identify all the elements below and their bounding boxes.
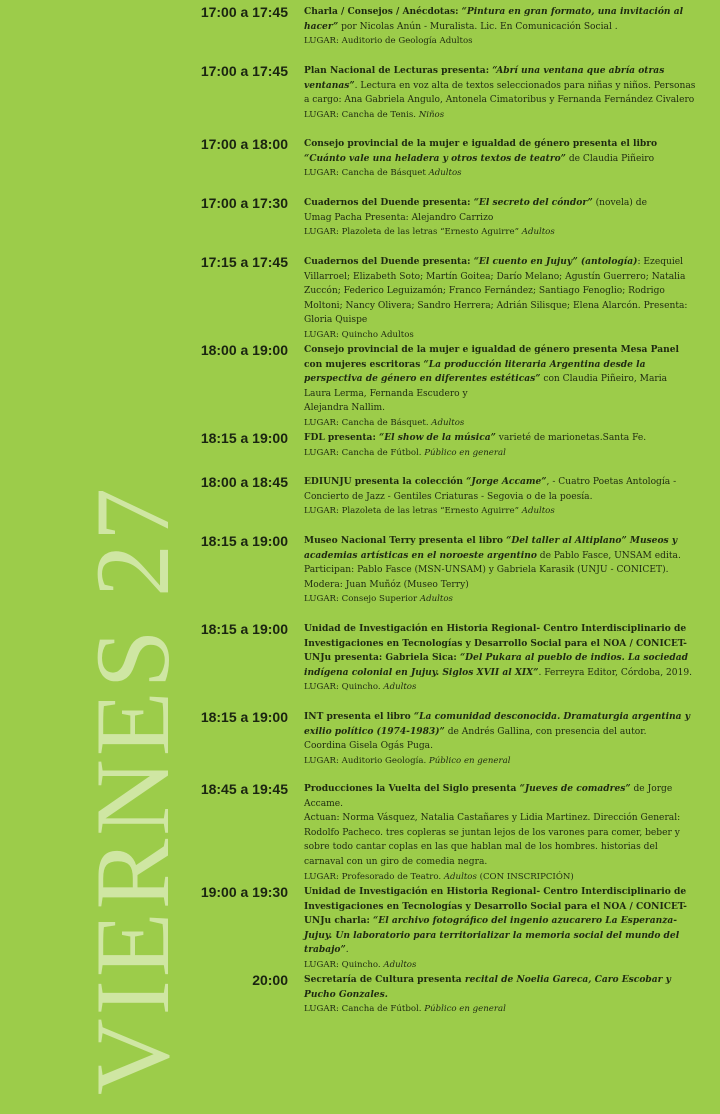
event-location [304, 225, 696, 240]
event-location [304, 680, 696, 695]
event-text [304, 196, 696, 211]
event-time: 18:15 a 19:00 [200, 430, 288, 446]
event-description [304, 196, 696, 240]
event-presenter: Plan Nacional de Lecturas presenta: [304, 65, 493, 76]
event-text [304, 811, 696, 869]
event-work-title: “El cuento en Jujuy” (antología) [473, 256, 638, 267]
event-work-title: “Cuánto vale una heladera y otros textos de teatro” [304, 152, 566, 164]
event-time: 18:15 a 19:00 [200, 533, 288, 549]
event-audience: Adultos [431, 417, 465, 428]
event-time: 18:15 a 19:00 [200, 709, 288, 725]
event-location [304, 592, 696, 607]
event-work-title: “La producción literaria Argentina desde la perspectiva de género en diferentes estéticas” [304, 358, 646, 385]
event-description [304, 885, 696, 973]
event-time: 17:15 a 17:45 [200, 254, 288, 270]
event-text [304, 578, 696, 593]
event-time: 20:00 [252, 972, 288, 988]
event-time: 18:00 a 18:45 [200, 474, 288, 490]
event-presenter: Cuadernos del Duende presenta: [304, 256, 474, 267]
event-text [304, 475, 696, 504]
event-time: 17:00 a 17:45 [200, 63, 288, 79]
event-work-title: “La comunidad desconocida. Dramaturgia argentina y exilio político (1974-1983)” [304, 711, 691, 737]
event-detail: de Pablo Fasce, UNSAM edita. Participan: Pablo Fasce (MSN-UNSAM) y Gabriela Karasik (UNJU - CONICET). [304, 550, 681, 576]
event-audience: Adultos [521, 227, 555, 238]
event-audience: Adultos [383, 682, 417, 693]
event-presenter: Museo Nacional Terry presenta el libro [304, 535, 507, 546]
event-time: 17:00 a 18:00 [200, 136, 288, 152]
event-text [304, 973, 696, 1002]
event-audience: Adultos [428, 168, 462, 179]
event-audience: Público en general [424, 1004, 506, 1015]
event-time: 17:00 a 17:45 [200, 4, 288, 20]
event-presenter: Producciones la Vuelta del Siglo presenta [304, 783, 520, 794]
event-location-text: LUGAR: Cancha de Tenis. [304, 109, 419, 120]
event-text [304, 255, 696, 328]
event-text [304, 431, 696, 446]
event-description [304, 137, 696, 181]
event-location-text: LUGAR: Cancha de Fútbol. [304, 447, 425, 458]
event-location-text: LUGAR: Auditorio Geología. [304, 755, 429, 766]
event-location-text: LUGAR: Cancha de Fútbol. [304, 1004, 425, 1015]
event-location [304, 108, 696, 123]
event-location-text: LUGAR: Cancha de Básquet. [304, 417, 432, 428]
event-detail: Actuan: Norma Vásquez, Natalia Castañares y Lidia Martinez. Dirección General: Rodolfo Pacheco. tres copleras se juntan lejos de los varones para comer, beber y sobre todo cantar coplas en las que hablan mal de los hombres. historias del carnaval con un giro de comedia negra. [304, 813, 681, 867]
event-description [304, 710, 696, 768]
event-location-text: LUGAR: Plazoleta de las letras “Ernesto Aguirre” [304, 506, 522, 517]
event-detail: Umag Pacha Presenta: Alejandro Carrizo [304, 212, 494, 223]
event-presenter: Unidad de Investigación en Historia Regional- Centro Interdisciplinario de Investigaciones en Tecnologías y Desarrollo Social para el NOA / CONICET-UNJu charla: [304, 886, 687, 927]
event-work-title: “El secreto del cóndor” [473, 197, 593, 208]
event-location [304, 166, 696, 181]
event-text [304, 211, 696, 226]
event-description [304, 782, 696, 884]
event-presenter: Cuadernos del Duende presenta: [304, 197, 474, 208]
event-text [304, 401, 696, 416]
event-description [304, 343, 696, 431]
day-title: VIERNES 27 [74, 484, 191, 1095]
event-detail: . [345, 945, 349, 956]
event-location-text: LUGAR: Quincho. [304, 959, 384, 970]
event-description [304, 431, 696, 460]
event-detail: . Lectura en voz alta de textos seleccionados para niñas y niños. Personas a cargo: Ana Gabriela Angulo, Antonela Cimatoribus y Fernanda Fernández Civalero [304, 80, 696, 106]
event-text [304, 343, 696, 401]
event-location-text: LUGAR: Quincho. [304, 682, 384, 693]
event-detail: de Andrés Gallina, con presencia del autor. [444, 726, 647, 737]
event-work-title: “Del Pukara al pueblo de indios. La sociedad indígena colonial en Jujuy. Siglos XVII al XIX” [304, 652, 688, 678]
event-time: 17:00 a 17:30 [200, 195, 288, 211]
event-work-title: recital de Noelia Gareca, Caro Escobar y Pucho Gonzales. [304, 974, 671, 1000]
event-location [304, 328, 696, 343]
event-text [304, 64, 696, 108]
event-work-title: “Jorge Accame” [466, 476, 547, 487]
event-time: 19:00 a 19:30 [200, 884, 288, 900]
event-location [304, 34, 696, 49]
event-time: 18:15 a 19:00 [200, 621, 288, 637]
event-audience: Público en general [428, 755, 511, 766]
event-description [304, 5, 696, 49]
event-text [304, 782, 696, 811]
event-location-text: LUGAR: Quincho Adultos [304, 329, 414, 340]
event-description [304, 622, 696, 695]
event-work-title: “Del taller al Altiplano” Museos y academias artísticas en el noroeste argentino [304, 535, 678, 561]
event-work-title: “Pintura en gran formato, una invitación al hacer” [304, 6, 684, 32]
event-audience: Adultos [419, 594, 453, 605]
event-work-title: “El archivo fotográfico del ingenio azucarero La Esperanza-Jujuy. Un laboratorio para territorializar la memoria social del mundo del trabajo” [304, 915, 680, 956]
event-presenter: INT presenta el libro [304, 711, 414, 722]
event-presenter: Unidad de Investigación en Historia Regional- Centro Interdisciplinario de Investigaciones en Tecnologías y Desarrollo Social para el NOA / CONICET-UNJu presenta: Gabriela Sica: [304, 623, 687, 664]
event-detail: de Jorge Accame. [304, 784, 673, 809]
event-location-text: LUGAR: Consejo Superior [304, 594, 420, 605]
event-work-title: “Abrí una ventana que abría otras ventanas” [304, 65, 665, 91]
event-location-text: LUGAR: Profesorado de Teatro. [304, 871, 444, 882]
event-text [304, 739, 696, 754]
event-description [304, 534, 696, 607]
event-location [304, 754, 696, 769]
event-text [304, 622, 696, 680]
event-presenter: EDIUNJU presenta la colección [304, 476, 467, 487]
event-text [304, 885, 696, 958]
event-location-text: LUGAR: Auditorio de Geología Adultos [304, 36, 473, 47]
event-note: (CON INSCRIPCIÓN) [476, 871, 574, 882]
event-detail: Coordina Gisela Ogás Puga. [304, 741, 433, 752]
event-location [304, 958, 696, 973]
event-location [304, 1002, 696, 1017]
event-detail: varieté de marionetas.Santa Fe. [495, 433, 647, 443]
event-work-title: “Jueves de comadres” [519, 783, 631, 794]
event-description [304, 973, 696, 1017]
event-detail: con Claudia Piñeiro, Maria Laura Lerma, Fernanda Escudero y [304, 374, 668, 399]
event-detail: . Ferreyra Editor, Córdoba, 2019. [538, 667, 693, 678]
event-audience: Adultos [521, 506, 555, 517]
event-location [304, 870, 696, 885]
event-location [304, 504, 696, 519]
event-text [304, 710, 696, 739]
event-detail: por Nicolas Anún - Muralista. Lic. En Comunicación Social . [338, 21, 618, 32]
event-work-title: “El show de la música” [378, 432, 496, 443]
event-location-text: LUGAR: Cancha de Básquet [304, 168, 429, 179]
event-audience: Adultos [383, 959, 417, 970]
event-detail: de Claudia Piñeiro [565, 153, 655, 164]
event-location [304, 416, 696, 431]
event-presenter: Secretaría de Cultura presenta [304, 974, 465, 985]
event-audience: Niños [418, 109, 445, 120]
event-presenter: FDL presenta: [304, 432, 379, 443]
event-description [304, 255, 696, 343]
event-time: 18:45 a 19:45 [200, 781, 288, 797]
event-audience: Adultos [443, 871, 477, 882]
event-location-text: LUGAR: Plazoleta de las letras “Ernesto Aguirre” [304, 227, 522, 238]
event-location [304, 446, 696, 461]
event-detail: Modera: Juan Muñóz (Museo Terry) [304, 579, 469, 590]
event-description [304, 64, 696, 122]
event-presenter: Consejo provincial de la mujer e igualdad de género presenta el libro [304, 138, 658, 149]
event-detail: : Ezequiel Villarroel; Elizabeth Soto; Martín Goitea; Darío Melano; Agustín Guerrero; Natalia Zuccón; Federico Leguizamón; Franco Fernández; Santiago Fenoglio; Rodrigo Moltoni; Nancy Olivera; Sandro Herrera; Adrián Silisque; Elena Alarcón. Presenta: Gloria Quispe [304, 257, 688, 326]
event-detail: (novela) de [592, 198, 647, 208]
event-description [304, 475, 696, 519]
event-text [304, 534, 696, 578]
event-presenter: Charla / Consejos / Anécdotas: [304, 6, 462, 17]
event-text [304, 137, 696, 166]
event-detail: Alejandra Nallim. [304, 403, 386, 414]
event-time: 18:00 a 19:00 [200, 342, 288, 358]
event-audience: Público en general [424, 447, 506, 458]
event-text [304, 5, 696, 34]
event-presenter: Consejo provincial de la mujer e igualdad de género presenta Mesa Panel con mujeres escritoras [304, 344, 679, 370]
event-detail: , - Cuatro Poetas Antología - Concierto de Jazz - Gentiles Criaturas - Segovia o de la poesía. [304, 477, 677, 502]
